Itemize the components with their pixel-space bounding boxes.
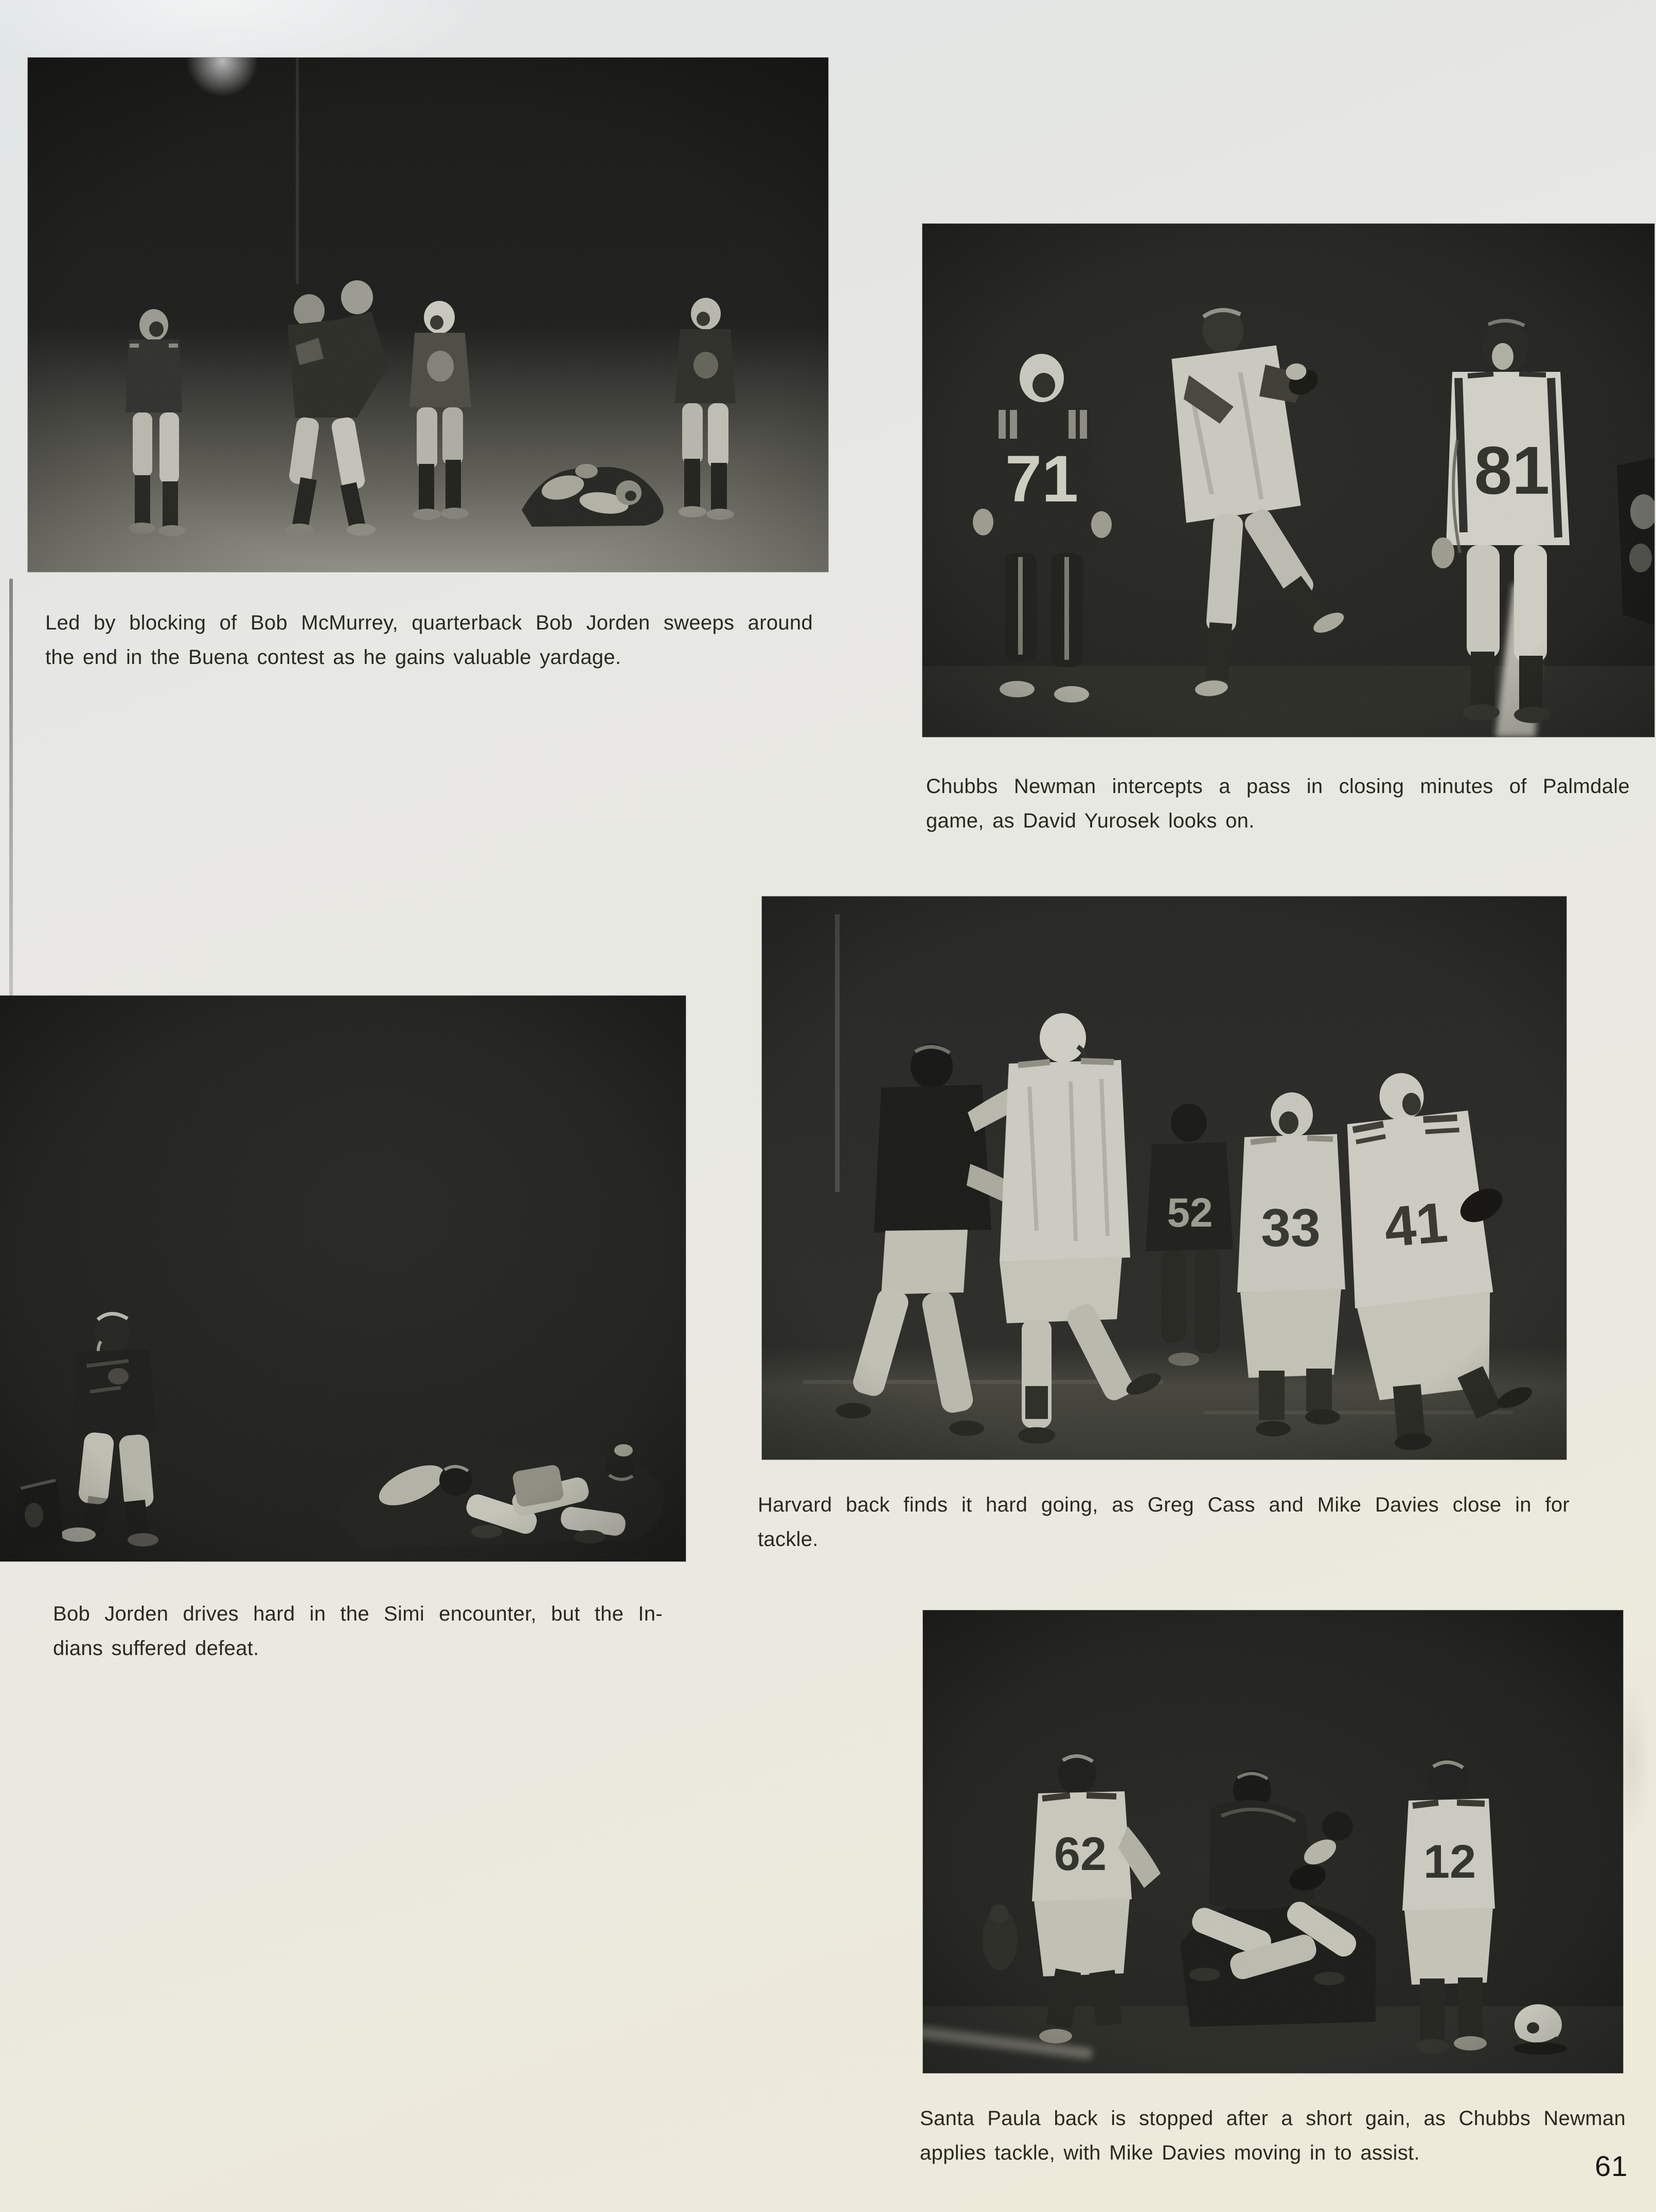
caption-line: Chubbs Newman intercepts a pass in closing minutes of Palmdale	[926, 775, 1630, 798]
caption-line: applies tackle, with Mike Davies moving in to assist.	[920, 2142, 1420, 2164]
caption-line: tackle.	[758, 1528, 818, 1551]
caption-line: Led by blocking of Bob McMurrey, quarterback Bob Jorden sweeps around	[45, 612, 813, 634]
photo-palmdale-art	[922, 224, 1654, 737]
caption-line: Santa Paula back is stopped after a short gain, as Chubbs Newman	[920, 2107, 1626, 2130]
photo-santa-paula-art	[923, 1610, 1623, 2073]
caption-line: game, as David Yurosek looks on.	[926, 810, 1255, 832]
photo-palmdale-interception	[922, 224, 1654, 737]
photo-harvard-tackle	[762, 896, 1566, 1460]
caption-line: Bob Jorden drives hard in the Simi encounter, but the In-	[53, 1603, 663, 1625]
photo-santa-paula-stop	[923, 1610, 1623, 2073]
caption-line: dians suffered defeat.	[53, 1637, 259, 1660]
photo-harvard-art	[762, 896, 1566, 1460]
photo-buena-sweep-art	[28, 58, 828, 572]
caption-buena-sweep	[45, 606, 813, 675]
photo-simi-drive	[0, 996, 686, 1561]
caption-santa-paula	[920, 2101, 1626, 2170]
caption-line: Harvard back finds it hard going, as Greg Cass and Mike Davies close in for	[758, 1494, 1570, 1516]
page-number: 61	[1595, 2150, 1628, 2182]
caption-line: the end in the Buena contest as he gains valuable yardage.	[45, 646, 621, 669]
photo-simi-art	[0, 996, 686, 1561]
caption-simi	[53, 1597, 663, 1666]
caption-palmdale	[926, 769, 1630, 838]
caption-harvard	[758, 1488, 1570, 1557]
photo-buena-sweep	[28, 58, 828, 572]
page-edge-shadow	[9, 579, 13, 1005]
